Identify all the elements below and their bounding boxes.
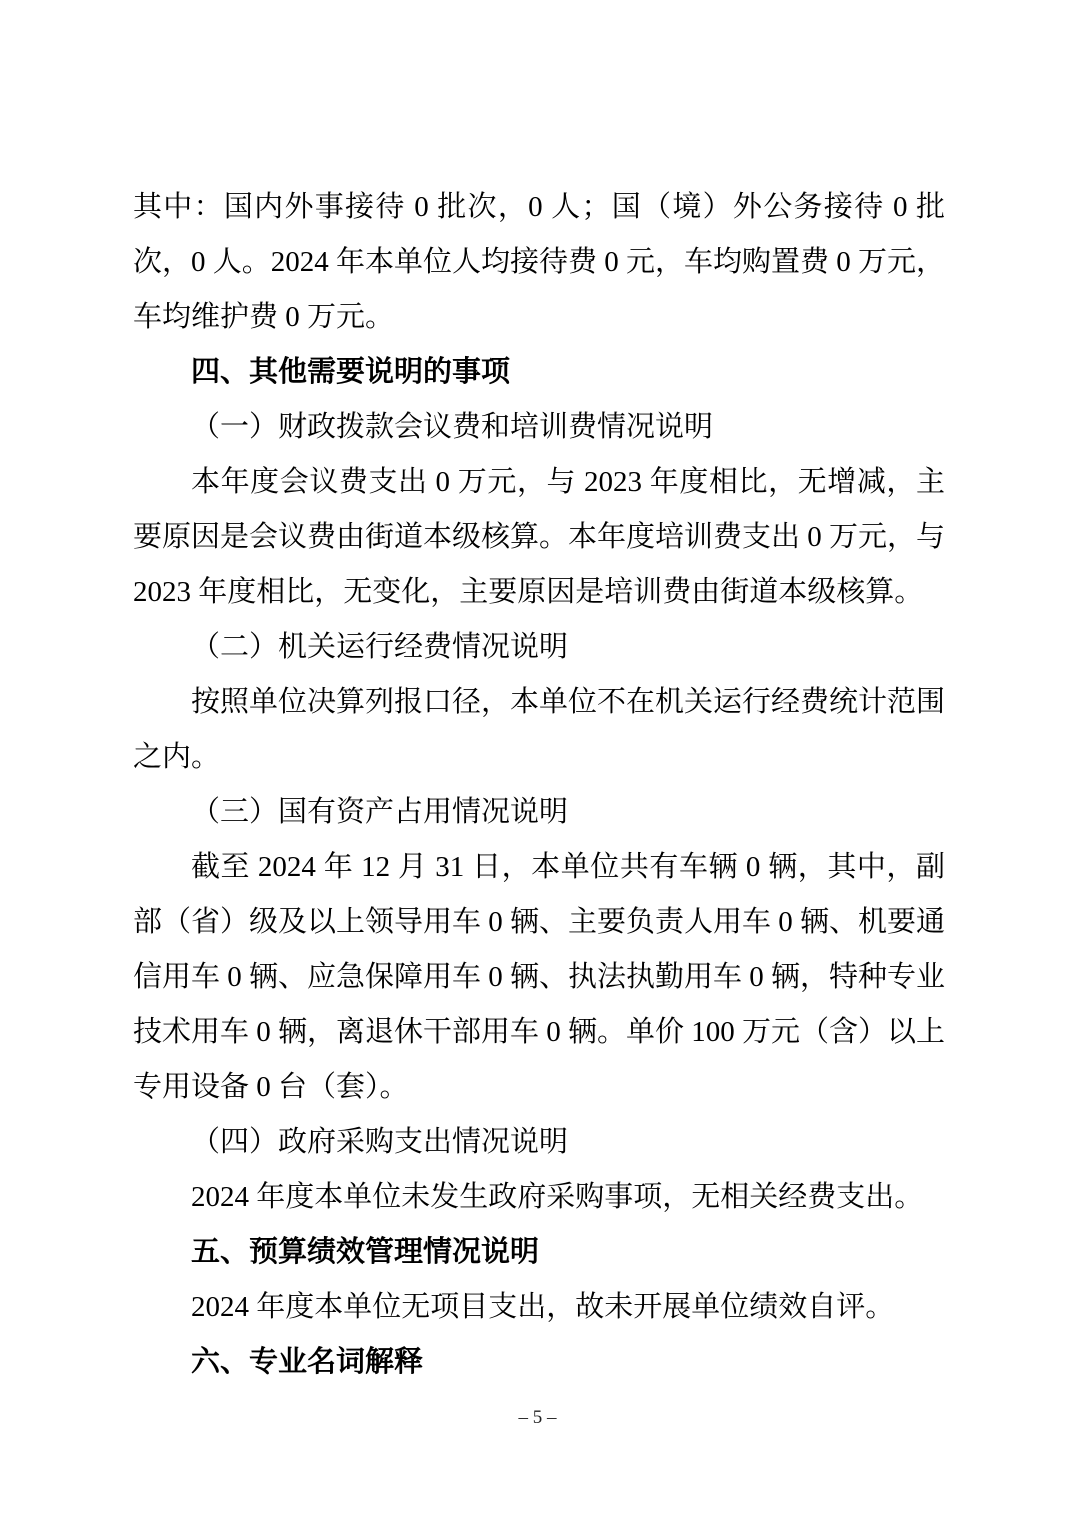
paragraph-state-assets-detail: 截至 2024 年 12 月 31 日，本单位共有车辆 0 辆，其中，副部（省）级及以上领导用车 0 辆、主要负责人用车 0 辆、机要通信用车 0 辆、应急保障用车 0 辆、执法执勤用车 0 辆，特种专业技术用车 0 辆，离退休干部用车 0 辆。单价 100 万元（含）以上专用设备 0 台（套）。 bbox=[133, 851, 946, 1103]
subheading-3-state-assets: （三）国有资产占用情况说明 bbox=[191, 796, 569, 828]
paragraph-meeting-training-fees-detail: 本年度会议费支出 0 万元，与 2023 年度相比，无增减，主要原因是会议费由街道本级核算。本年度培训费支出 0 万元，与 2023 年度相比，无变化，主要原因是培训费由街道本级核算。 bbox=[133, 466, 946, 608]
paragraph-budget-performance-detail: 2024 年度本单位无项目支出，故未开展单位绩效自评。 bbox=[191, 1291, 895, 1323]
subheading-2-operating-expenses: （二）机关运行经费情况说明 bbox=[191, 631, 569, 663]
document-body bbox=[133, 180, 945, 1390]
page-number: – 5 – bbox=[518, 1407, 557, 1428]
paragraph-operating-expenses-detail: 按照单位决算列报口径，本单位不在机关运行经费统计范围之内。 bbox=[133, 686, 946, 773]
subheading-1-meeting-training-fees: （一）财政拨款会议费和培训费情况说明 bbox=[191, 411, 714, 443]
heading-section-4-other-matters: 四、其他需要说明的事项 bbox=[191, 356, 511, 388]
subheading-4-government-procurement: （四）政府采购支出情况说明 bbox=[191, 1126, 569, 1158]
heading-section-6-terminology: 六、专业名词解释 bbox=[191, 1346, 424, 1378]
heading-section-5-budget-performance: 五、预算绩效管理情况说明 bbox=[191, 1236, 540, 1268]
paragraph-government-procurement-detail: 2024 年度本单位未发生政府采购事项，无相关经费支出。 bbox=[191, 1181, 924, 1213]
paragraph-official-reception-continued: 其中：国内外事接待 0 批次，0 人；国（境）外公务接待 0 批次，0 人。2024 年本单位人均接待费 0 元，车均购置费 0 万元，车均维护费 0 万元。 bbox=[133, 191, 946, 333]
